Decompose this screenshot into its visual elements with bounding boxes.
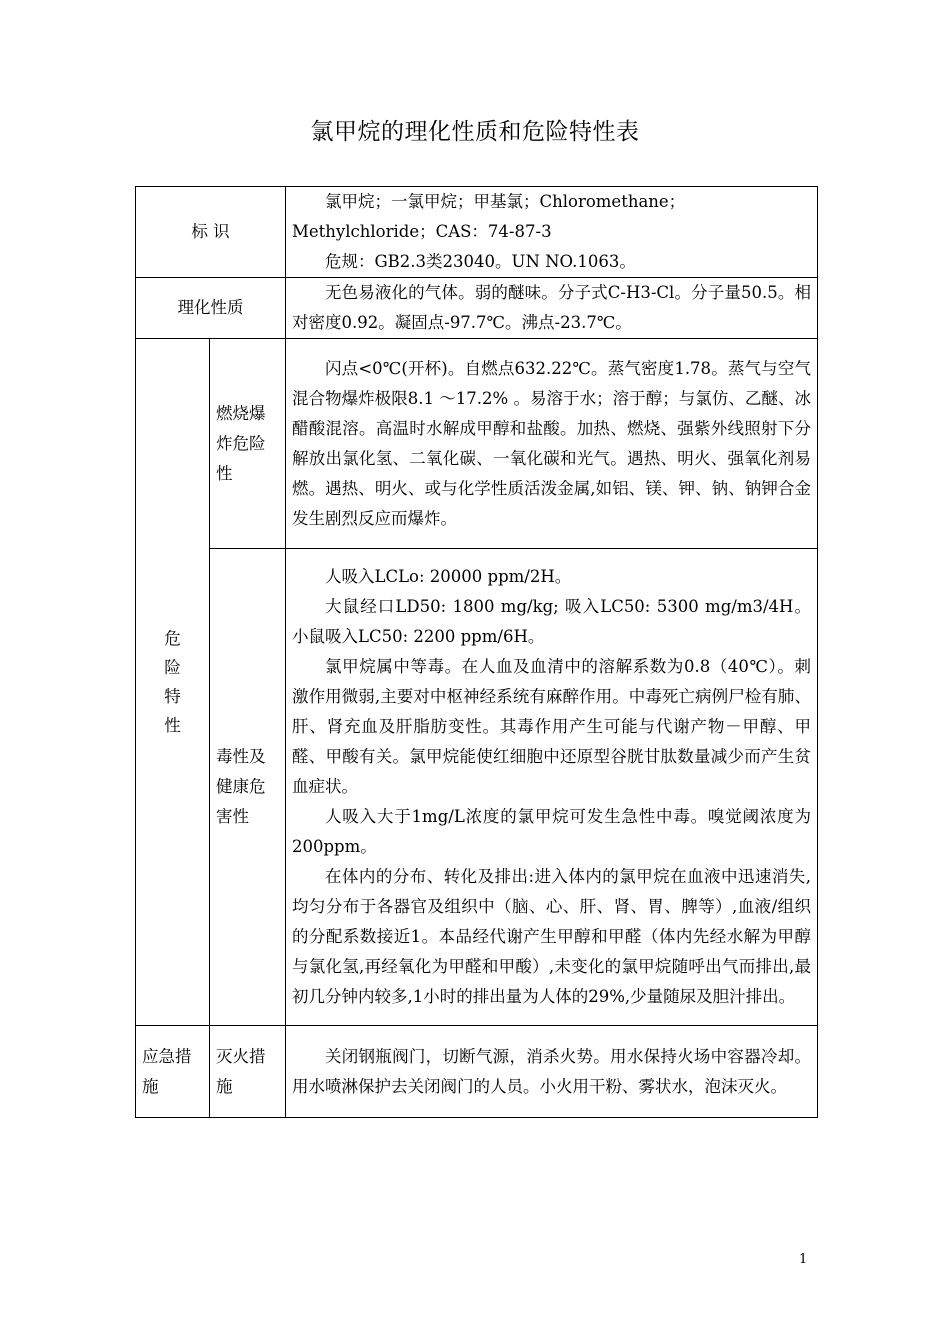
physchem-label: 理化性质 <box>136 278 286 339</box>
document-title: 氯甲烷的理化性质和危险特性表 <box>310 119 640 145</box>
identify-label: 标 识 <box>136 187 286 278</box>
fire-hazard-content <box>286 339 818 549</box>
page-number: 1 <box>799 1252 808 1267</box>
table-row <box>136 339 818 549</box>
physchem-content <box>286 278 818 339</box>
toxicity-paragraph: 在体内的分布、转化及排出:进入体内的氯甲烷在血液中迅速消失,均匀分布于各器官及组织中（脑、心、肝、肾、胃、脾等）,血液/组织的分配系数接近1。本品经代谢产生甲醇和甲醛（体内先经水解为甲醇与氯化氢,再经氧化为甲醛和甲酸）,未变化的氯甲烷随呼出气而排出,最初几分钟内较多,1小时的排出量为人体的29%,少量随尿及胆汁排出。 <box>292 867 811 1006</box>
fire-fighting-content <box>286 1026 818 1118</box>
hazard-label-char: 险 <box>164 658 181 677</box>
toxicity-content <box>286 549 818 1026</box>
toxicity-paragraph: 氯甲烷属中等毒。在人血及血清中的溶解系数为0.8（40℃）。刺激作用微弱,主要对中枢神经系统有麻醉作用。中毒死亡病例尸检有肺、肝、肾充血及肝脂肪变性。其毒作用产生可能与代谢产物－甲醇、甲醛、甲酸有关。氯甲烷能使红细胞中还原型谷胱甘肽数量减少而产生贫血症状。 <box>292 657 811 796</box>
emergency-label: 应急措施 <box>136 1026 210 1118</box>
table-row <box>136 187 818 278</box>
identify-line: 氯甲烷；一氯甲烷；甲基氯；Chloromethane； <box>325 192 686 211</box>
fire-hazard-label: 燃烧爆炸危险性 <box>210 339 286 549</box>
fire-hazard-text: 闪点<0℃(开杯)。自燃点632.22℃。蒸气密度1.78。蒸气与空气混合物爆炸极限8.1 ～17.2% 。易溶于水；溶于醇；与氯仿、乙醚、冰醋酸混溶。高温时水解成甲醇和盐酸。加热、燃烧、强紫外线照射下分解放出氯化氢、二氧化碳、一氧化碳和光气。遇热、明火、强氧化剂易燃。遇热、明火、或与化学性质活泼金属,如铝、镁、钾、钠、钠钾合金发生剧烈反应而爆炸。 <box>292 358 811 528</box>
table-row <box>136 1026 818 1118</box>
identify-content <box>286 187 818 278</box>
hazard-label-char: 性 <box>164 716 181 735</box>
toxicity-paragraph: 大鼠经口LD50: 1800 mg/kg; 吸入LC50: 5300 mg/m3/4H。小鼠吸入LC50: 2200 ppm/6H。 <box>292 597 811 646</box>
toxicity-label: 毒性及健康危害性 <box>210 549 286 1026</box>
fire-fighting-label: 灭火措施 <box>210 1026 286 1118</box>
hazard-label <box>136 339 210 1026</box>
properties-table <box>135 186 818 1118</box>
table-row <box>136 549 818 1026</box>
toxicity-paragraph: 人吸入LCLo: 20000 ppm/2H。 <box>325 567 572 586</box>
hazard-label-char: 危 <box>164 629 181 648</box>
toxicity-paragraph: 人吸入大于1mg/L浓度的氯甲烷可发生急性中毒。嗅觉阈浓度为200ppm。 <box>292 807 811 856</box>
identify-line: 危规：GB2.3类23040。UN NO.1063。 <box>325 252 636 271</box>
fire-fighting-text: 关闭钢瓶阀门，切断气源，消杀火势。用水保持火场中容器冷却。用水喷淋保护去关闭阀门的人员。小火用干粉、雾状水，泡沫灭火。 <box>292 1046 811 1096</box>
identify-line: Methylchloride；CAS：74-87-3 <box>292 222 552 241</box>
table-row <box>136 278 818 339</box>
hazard-label-char: 特 <box>164 687 181 706</box>
physchem-text: 无色易液化的气体。弱的醚味。分子式C-H3-Cl。分子量50.5。相对密度0.92。凝固点-97.7℃。沸点-23.7℃。 <box>292 283 811 332</box>
